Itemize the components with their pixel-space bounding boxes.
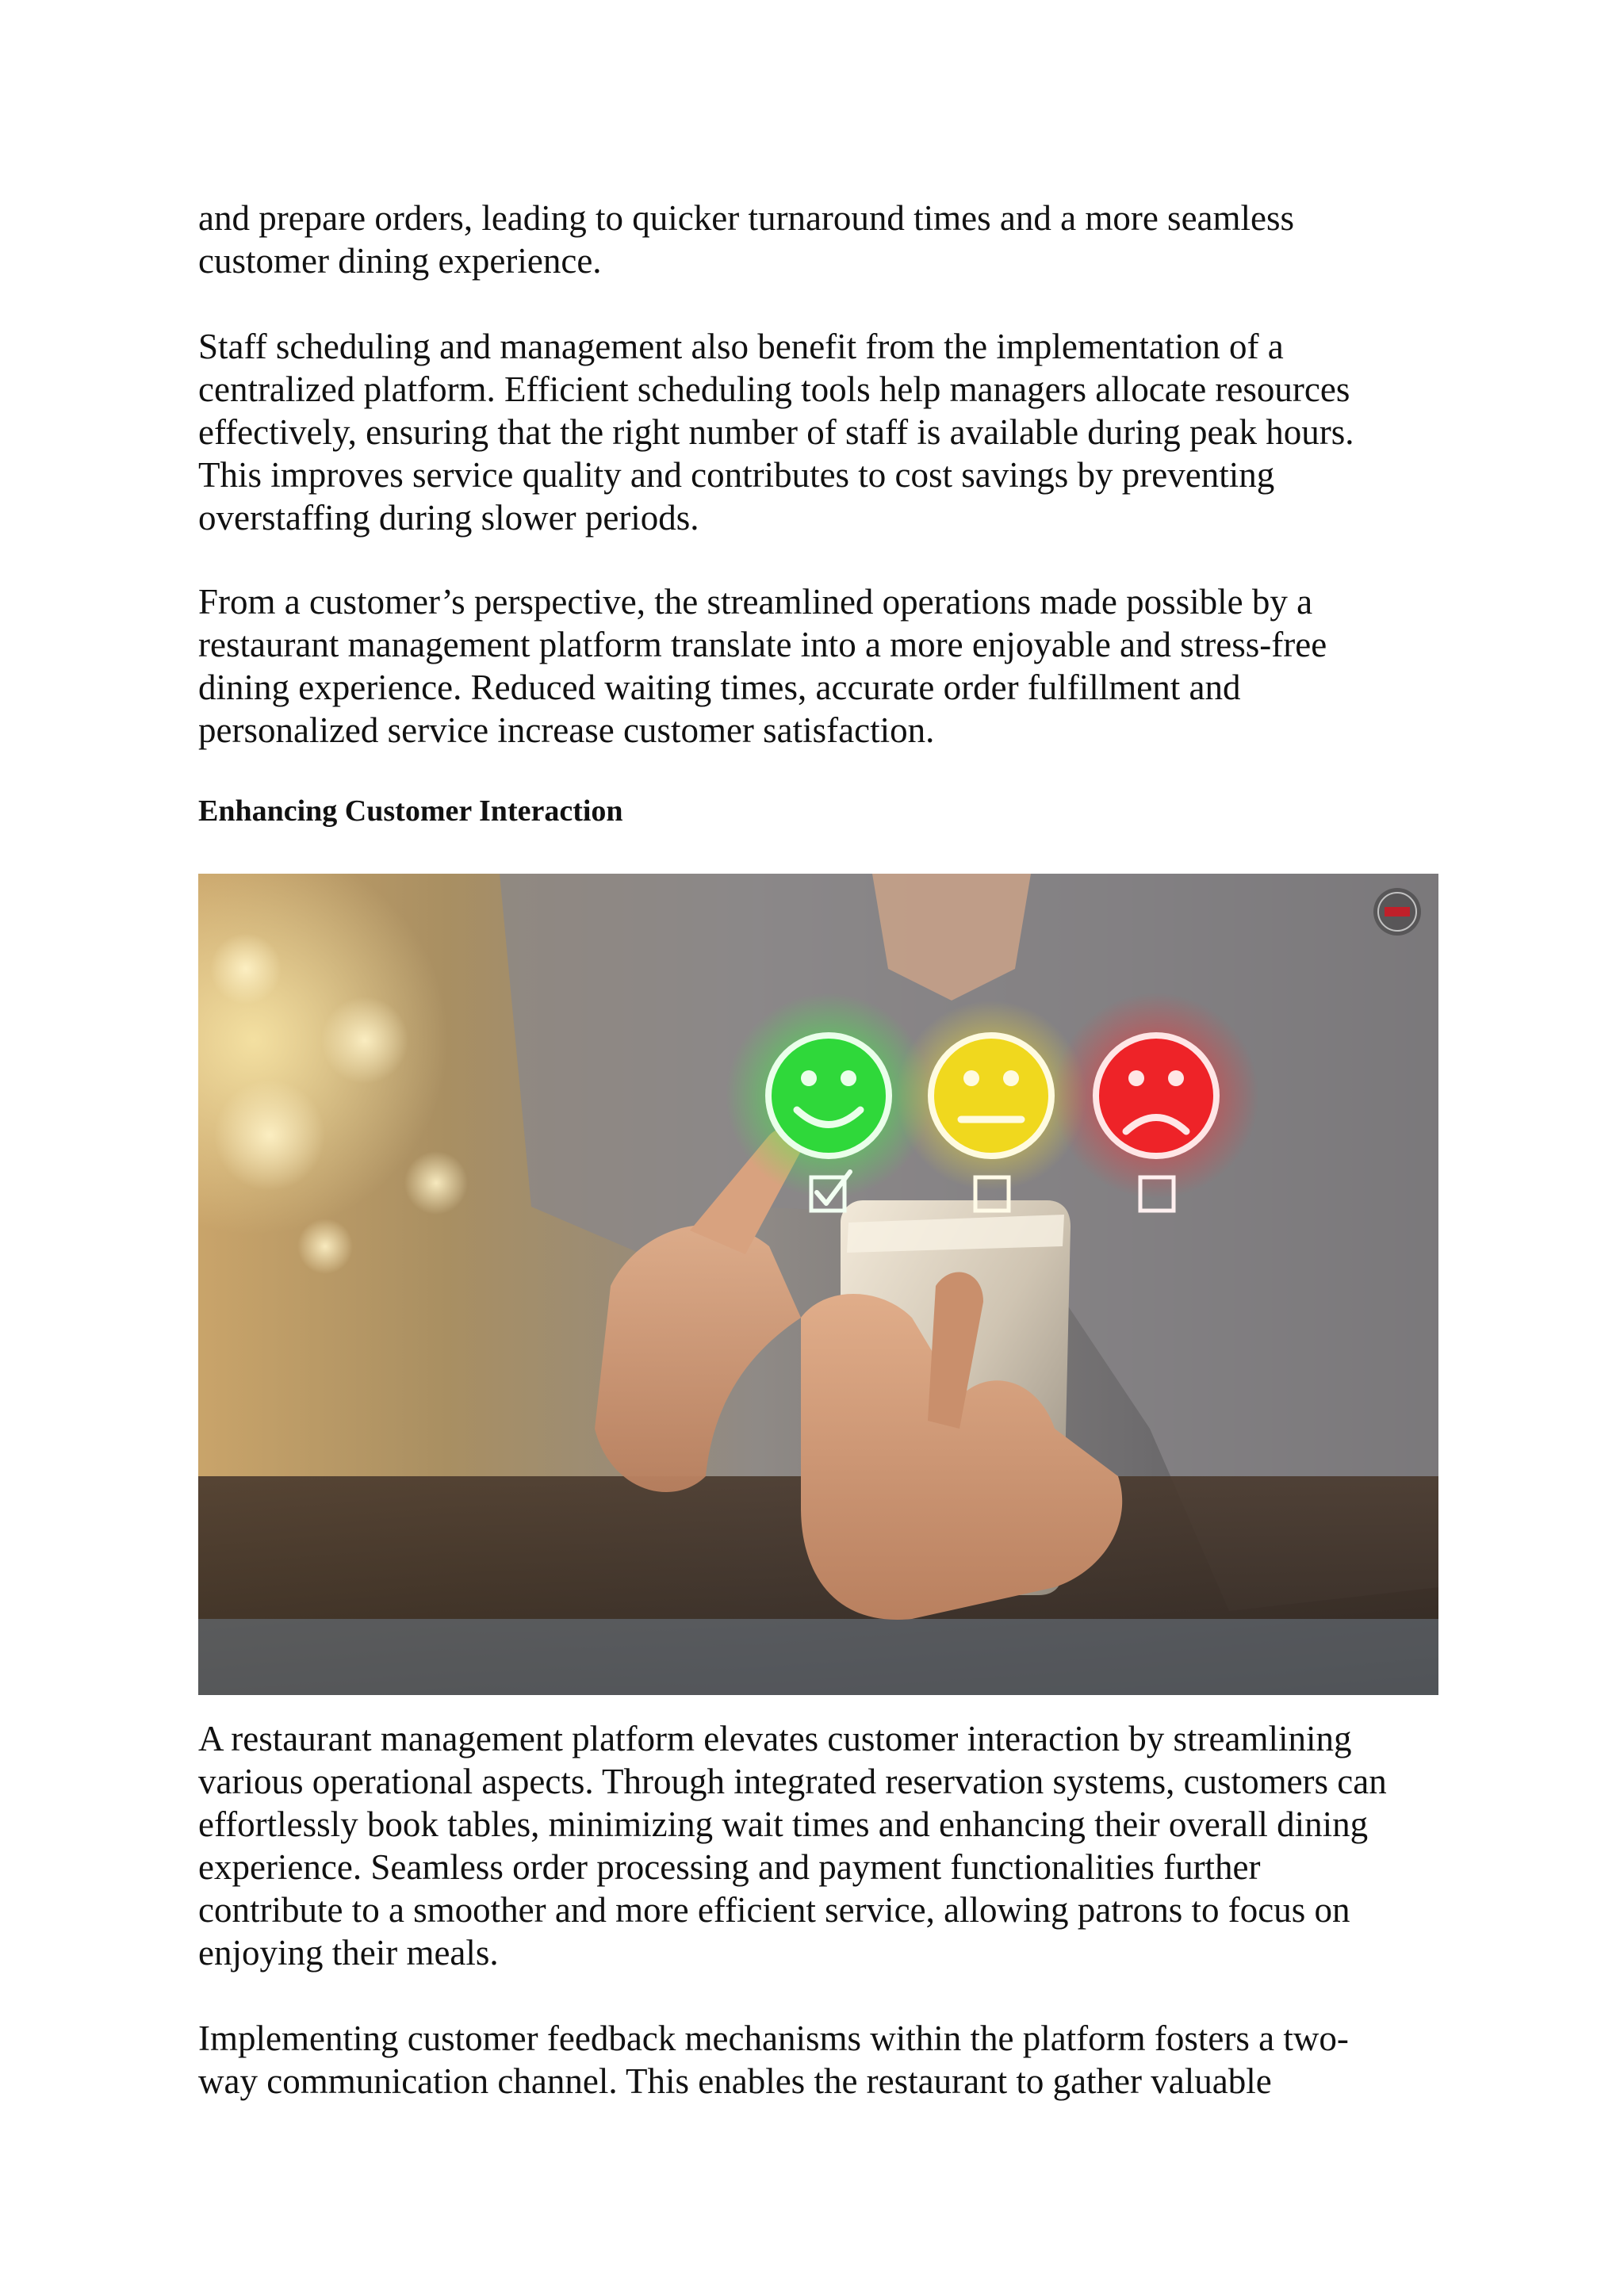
watermark-logo — [1373, 888, 1421, 936]
sad-face-icon — [1096, 1035, 1216, 1156]
paragraph-customer-interaction: A restaurant management platform elevates customer interaction by streamlining various operational aspects. Through integrated reservation systems, customers can effortlessly book tables, minimizing wait times and enhancing their overall dining experience. Seamless order processing and payment functionalities further contribute to a smoother and more efficient service, allowing patrons to focus on enjoying their meals. — [198, 1719, 1387, 1973]
paragraph-feedback-mechanisms: Implementing customer feedback mechanisms within the platform fosters a two- way communication channel. This enables the restaurant to gather valuable — [198, 2019, 1349, 2101]
paragraph-customer-perspective: From a customer’s perspective, the streamlined operations made possible by a restaurant management platform translate into a more enjoyable and stress-free dining experience. Reduced waiting times, accurate order fulfillment and personalized service increase customer satisfaction. — [198, 582, 1327, 750]
happy-face-icon — [768, 1035, 889, 1156]
neutral-face-icon — [931, 1035, 1051, 1156]
feedback-photo — [198, 874, 1438, 1695]
paragraph-staff-scheduling: Staff scheduling and management also benefit from the implementation of a centralized platform. Efficient scheduling tools help managers allocate resources effectively, ensuring that the right number of staff is available during peak hours. This improves service quality and contributes to cost savings by preventing overstaffing during slower periods. — [198, 327, 1354, 538]
paragraph-orders: and prepare orders, leading to quicker turnaround times and a more seamless customer dining experience. — [198, 198, 1295, 281]
section-heading: Enhancing Customer Interaction — [198, 794, 623, 828]
